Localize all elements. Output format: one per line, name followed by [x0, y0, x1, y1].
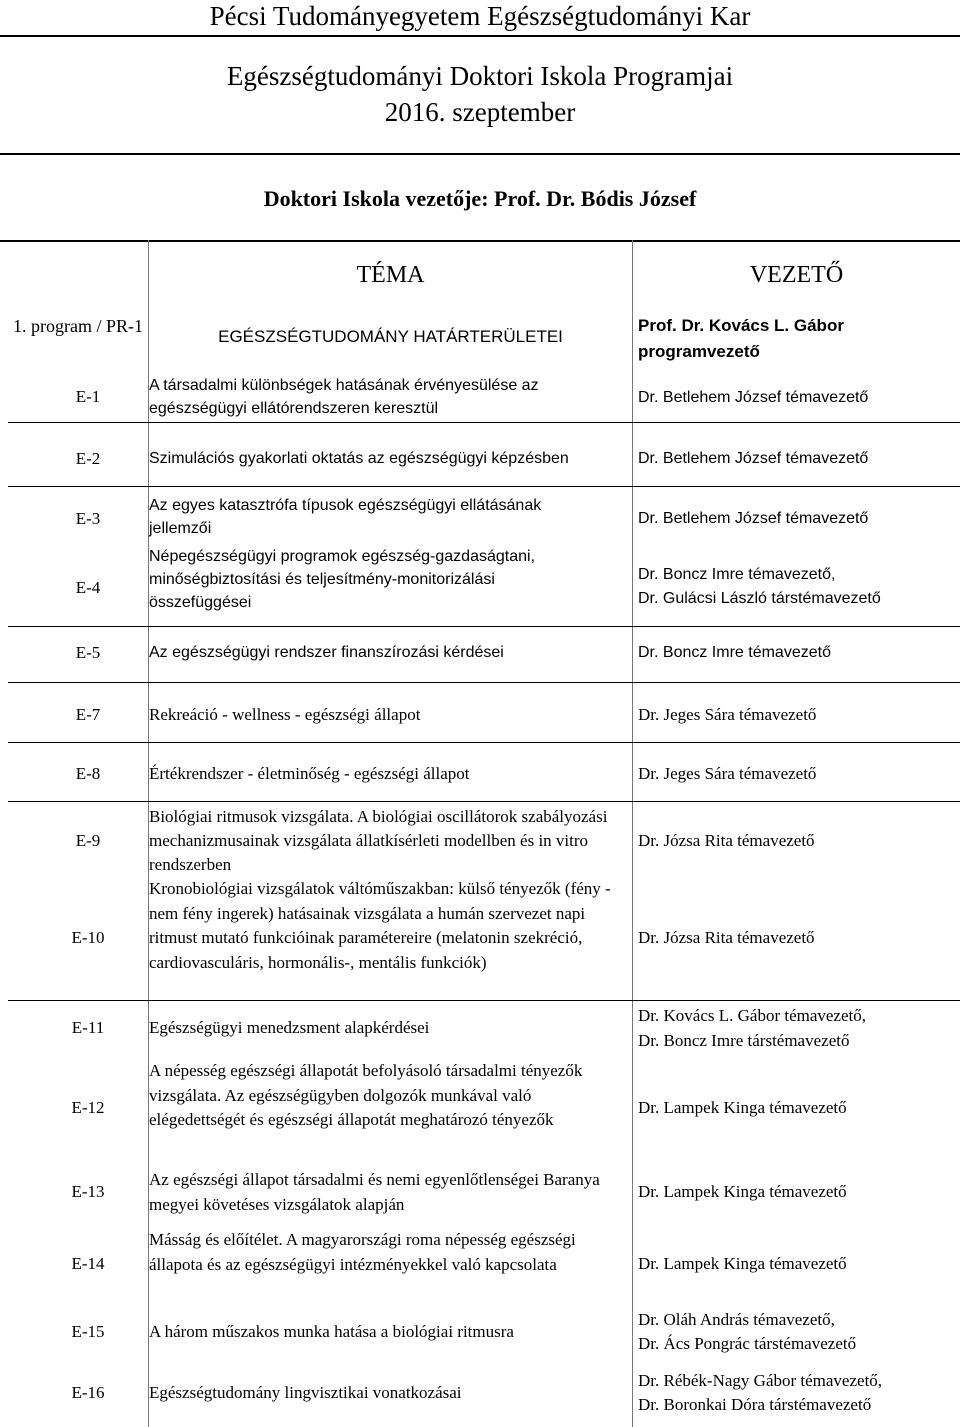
row-divider — [8, 742, 960, 743]
row-divider — [8, 682, 960, 683]
row-code: E-5 — [75, 643, 101, 662]
row-code: E-9 — [75, 831, 101, 850]
table-top-border — [0, 240, 960, 242]
row-divider — [8, 422, 960, 423]
row-divider — [8, 801, 960, 802]
row-topic: Az egészségügyi rendszer finanszírozási kérdései — [149, 644, 504, 661]
row-code: E-14 — [71, 1254, 105, 1273]
row-topic: Másság és előítélet. A magyarországi roma népesség egészségi állapota és az egészségügyi intézményekkel való kapcsolata — [149, 1230, 576, 1274]
row-divider — [8, 626, 960, 627]
row-code: E-3 — [75, 509, 101, 528]
program-name: EGÉSZSÉGTUDOMÁNY HATÁRTERÜLETEI — [218, 327, 563, 346]
row-leader: Dr. Lampek Kinga témavezető — [638, 1254, 847, 1273]
program-leader: Prof. Dr. Kovács L. Gábor programvezető — [638, 316, 844, 361]
row-code: E-10 — [71, 928, 105, 947]
row-divider — [8, 486, 960, 487]
row-code: E-15 — [71, 1322, 105, 1341]
row-topic: Egészségügyi menedzsment alapkérdései — [149, 1018, 430, 1037]
row-code: E-16 — [71, 1383, 105, 1402]
row-code: E-8 — [75, 764, 101, 783]
row-leader: Dr. Józsa Rita témavezető — [638, 928, 815, 947]
row-topic: Az egészségi állapot társadalmi és nemi egyenlőtlenségei Baranya megyei követéses vizsgálatok alapján — [149, 1170, 600, 1214]
row-leader: Dr. Kovács L. Gábor témavezető, — [638, 1006, 866, 1025]
divider — [0, 153, 960, 155]
row-leader: Dr. Józsa Rita témavezető — [638, 831, 815, 850]
row-leader: Dr. Betlehem József témavezető — [638, 510, 869, 527]
row-leader: Dr. Rébék-Nagy Gábor témavezető, — [638, 1371, 883, 1390]
program-code: 1. program / PR-1 — [13, 316, 143, 336]
row-topic: Rekreáció - wellness - egészségi állapot — [149, 705, 421, 724]
column-header-topic: TÉMA — [356, 262, 425, 288]
row-topic: A társadalmi különbségek hatásának érvényesülése az egészségügyi ellátórendszeren keresztül — [149, 377, 539, 417]
date-line: 2016. szeptember — [384, 97, 576, 127]
row-leader: Dr. Jeges Sára témavezető — [638, 705, 817, 724]
row-leader: Dr. Jeges Sára témavezető — [638, 764, 817, 783]
row-topic: Biológiai ritmusok vizsgálata. A biológiai oscillátorok szabályozási mechanizmusainak vizsgálata állatkísérleti modellben és in vitro rendszerben — [149, 807, 608, 874]
row-co-leader: Dr. Gulácsi László társtémavezető — [638, 590, 881, 607]
row-code: E-1 — [75, 387, 101, 406]
row-leader: Dr. Betlehem József témavezető — [638, 389, 869, 406]
row-co-leader: Dr. Ács Pongrác társtémavezető — [638, 1334, 857, 1353]
row-leader: Dr. Oláh András témavezető, — [638, 1310, 835, 1329]
row-divider — [8, 1000, 960, 1001]
university-title: Pécsi Tudományegyetem Egészségtudományi Kar — [209, 1, 751, 31]
row-topic: A népesség egészségi állapotát befolyásoló társadalmi tényezők vizsgálata. Az egészségügyben dolgozók munkával való elégedettségét és egészségi állapotát meghatározó tényezők — [149, 1061, 583, 1129]
row-leader: Dr. Boncz Imre témavezető — [638, 644, 831, 661]
row-code: E-7 — [75, 705, 101, 724]
divider — [0, 35, 960, 37]
program-title: Egészségtudományi Doktori Iskola Programjai — [226, 61, 734, 91]
row-topic: Népegészségügyi programok egészség-gazdaságtani, minőségbiztosítási és teljesítmény-monitorizálási összefüggései — [149, 548, 536, 611]
row-co-leader: Dr. Boronkai Dóra társtémavezető — [638, 1395, 872, 1414]
head-of-school: Doktori Iskola vezetője: Prof. Dr. Bódis József — [263, 186, 697, 211]
row-topic: Az egyes katasztrófa típusok egészségügyi ellátásának jellemzői — [149, 497, 542, 537]
row-topic: Értékrendszer - életminőség - egészségi állapot — [149, 764, 470, 783]
row-topic: A három műszakos munka hatása a biológiai ritmusra — [149, 1322, 514, 1341]
row-topic: Kronobiológiai vizsgálatok váltóműszakban: külső tényezők (fény - nem fény ingerek) hatásainak vizsgálata a humán szervezet napi ritmust mutató funkcióinak paramétereire (melatonin szekréció, cardiovasculáris, hormonális-, mentális funkciók) — [149, 879, 611, 972]
row-topic: Szimulációs gyakorlati oktatás az egészségügyi képzésben — [149, 450, 569, 467]
row-code: E-11 — [71, 1018, 105, 1037]
row-leader: Dr. Boncz Imre témavezető, — [638, 566, 836, 583]
row-leader: Dr. Betlehem József témavezető — [638, 450, 869, 467]
row-topic: Egészségtudomány lingvisztikai vonatkozásai — [149, 1383, 462, 1402]
row-co-leader: Dr. Boncz Imre társtémavezető — [638, 1031, 850, 1050]
row-leader: Dr. Lampek Kinga témavezető — [638, 1182, 847, 1201]
row-code: E-4 — [75, 578, 101, 597]
row-code: E-2 — [75, 449, 101, 468]
row-code: E-13 — [71, 1182, 105, 1201]
row-code: E-12 — [71, 1098, 105, 1117]
row-leader: Dr. Lampek Kinga témavezető — [638, 1098, 847, 1117]
column-header-leader: VEZETŐ — [749, 262, 844, 288]
